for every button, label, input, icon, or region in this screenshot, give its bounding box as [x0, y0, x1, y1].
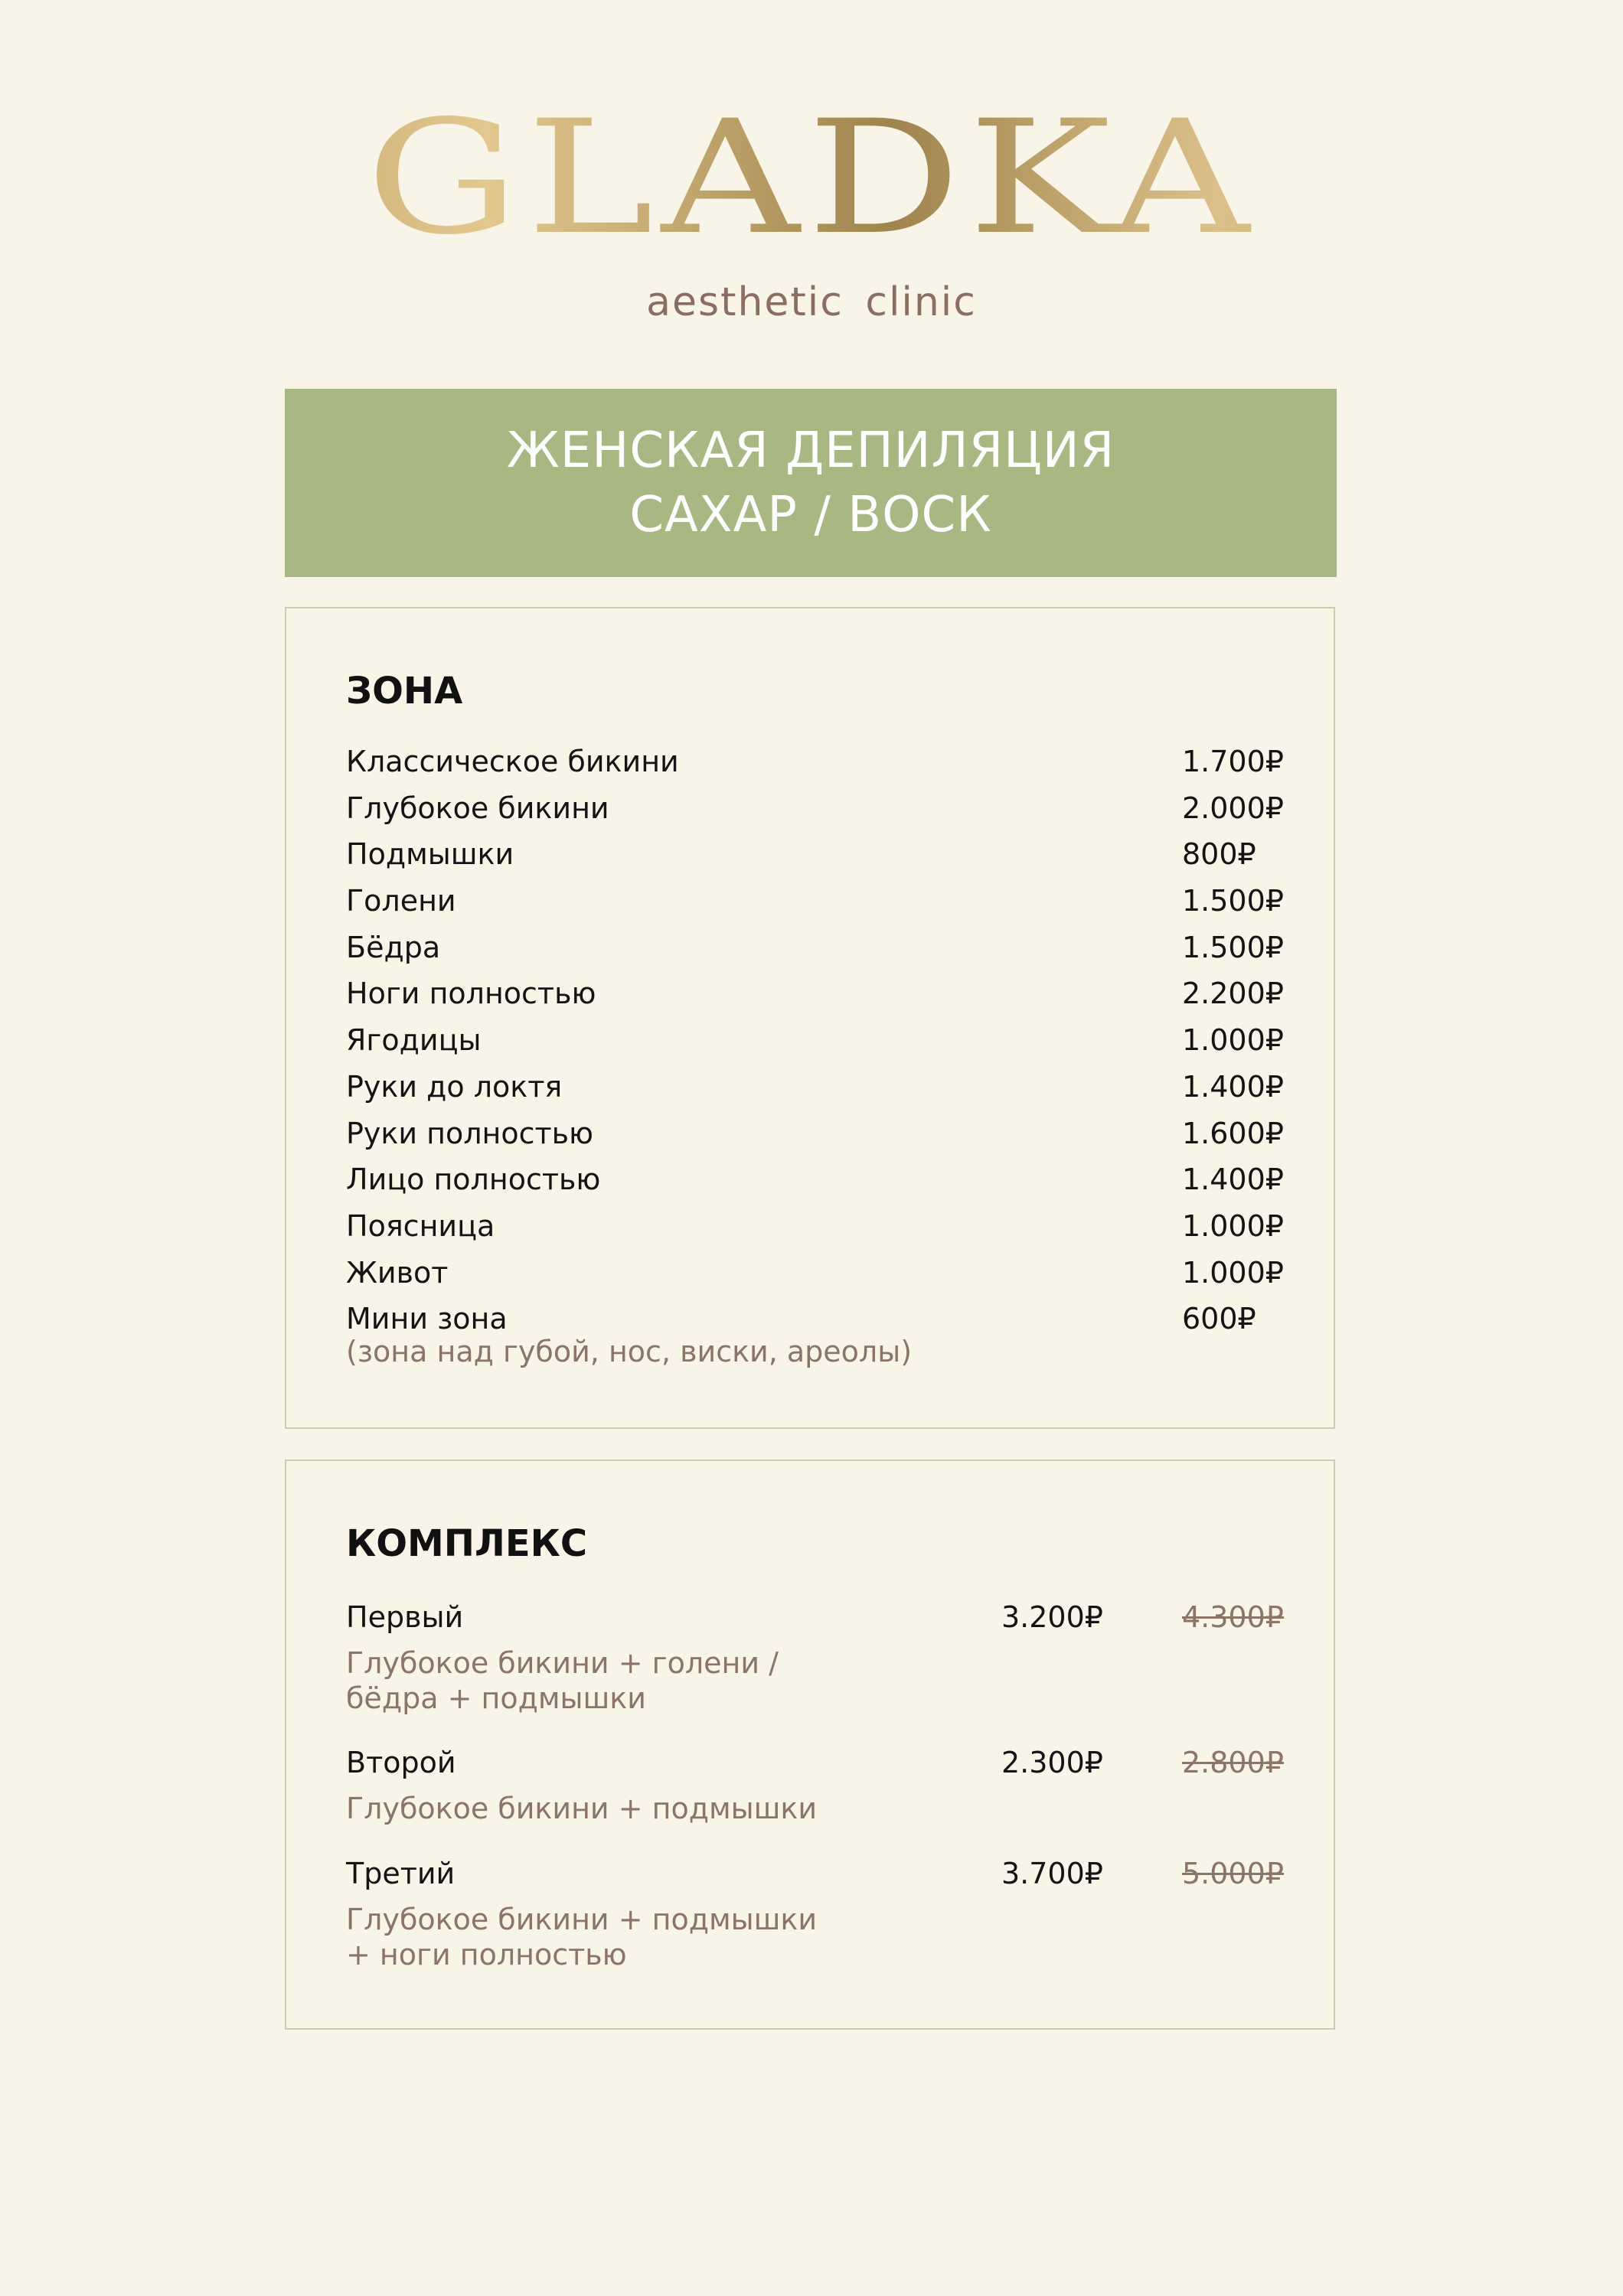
- zone-price: 1.000₽: [1182, 1023, 1284, 1058]
- zone-row: [346, 1156, 1288, 1203]
- complex-description: Глубокое бикини + голени / бёдра + подмышки: [346, 1646, 779, 1715]
- complex-old-price: 4.300₽: [1182, 1600, 1284, 1634]
- zone-label: Ноги полностью: [346, 977, 596, 1011]
- zone-row: [346, 1296, 1288, 1342]
- complex-price: 2.300₽: [1001, 1746, 1103, 1779]
- zone-label: Бёдра: [346, 930, 441, 964]
- complex-description: Глубокое бикини + подмышки + ноги полностью: [346, 1903, 818, 1971]
- zone-price-card: [285, 607, 1335, 1429]
- zone-row: [346, 785, 1288, 832]
- zone-label: Подмышки: [346, 837, 514, 872]
- zone-price: 1.500₽: [1182, 930, 1284, 964]
- complex-item: [346, 1854, 1288, 1972]
- zone-price: 1.400₽: [1182, 1163, 1284, 1197]
- zone-label: Мини зона: [346, 1302, 508, 1336]
- zone-note: (зона над губой, нос, виски, ареолы): [346, 1334, 913, 1368]
- zone-label: Руки полностью: [346, 1116, 594, 1150]
- zone-row: [346, 831, 1288, 878]
- zone-label: Ягодицы: [346, 1023, 482, 1058]
- zone-label: Поясница: [346, 1208, 495, 1243]
- zone-row: [346, 878, 1288, 925]
- zone-price: 1.700₽: [1182, 745, 1284, 778]
- brand-logo: GLADKA: [0, 99, 1623, 256]
- zone-section-title: ЗОНА: [346, 670, 463, 713]
- zone-row: [346, 1064, 1288, 1110]
- zone-row: [346, 1110, 1288, 1157]
- complex-name: Первый: [346, 1600, 464, 1634]
- zone-price: 1.000₽: [1182, 1208, 1284, 1243]
- zone-price: 2.200₽: [1182, 977, 1284, 1011]
- zone-label: Руки до локтя: [346, 1069, 563, 1104]
- zone-row: [346, 1017, 1288, 1064]
- zone-label: Живот: [346, 1255, 449, 1290]
- complex-old-price: 2.800₽: [1182, 1746, 1284, 1779]
- zone-price: 800₽: [1182, 837, 1256, 872]
- complex-old-price: 5.000₽: [1182, 1857, 1284, 1890]
- complex-price-card: [285, 1459, 1335, 2030]
- complex-price: 3.200₽: [1001, 1600, 1103, 1634]
- zone-price-list: [346, 739, 1288, 1367]
- zone-price: 1.600₽: [1182, 1116, 1284, 1150]
- complex-section-title: КОМПЛЕКС: [346, 1522, 588, 1565]
- complex-name: Второй: [346, 1746, 456, 1779]
- zone-price: 600₽: [1182, 1302, 1256, 1336]
- zone-row: [346, 1203, 1288, 1250]
- banner-title-line1: ЖЕНСКАЯ ДЕПИЛЯЦИЯ: [506, 422, 1115, 479]
- zone-label: Лицо полностью: [346, 1163, 601, 1197]
- complex-item: [346, 1743, 1288, 1826]
- zone-row: [346, 1250, 1288, 1296]
- zone-price: 1.500₽: [1182, 884, 1284, 918]
- service-banner: [285, 389, 1337, 577]
- zone-label: Голени: [346, 884, 456, 918]
- complex-price: 3.700₽: [1001, 1857, 1103, 1890]
- zone-row: [346, 925, 1288, 971]
- complex-name: Третий: [346, 1857, 456, 1890]
- zone-row: [346, 739, 1288, 785]
- banner-title-line2: САХАР / ВОСК: [629, 487, 992, 543]
- complex-item: [346, 1598, 1288, 1716]
- zone-label: Глубокое бикини: [346, 791, 609, 825]
- zone-price: 1.400₽: [1182, 1069, 1284, 1104]
- complex-description: Глубокое бикини + подмышки: [346, 1792, 818, 1825]
- zone-label: Классическое бикини: [346, 745, 679, 778]
- brand-tagline: aesthetic clinic: [646, 279, 977, 325]
- zone-price: 1.000₽: [1182, 1255, 1284, 1290]
- zone-row: [346, 970, 1288, 1017]
- zone-price: 2.000₽: [1182, 791, 1284, 825]
